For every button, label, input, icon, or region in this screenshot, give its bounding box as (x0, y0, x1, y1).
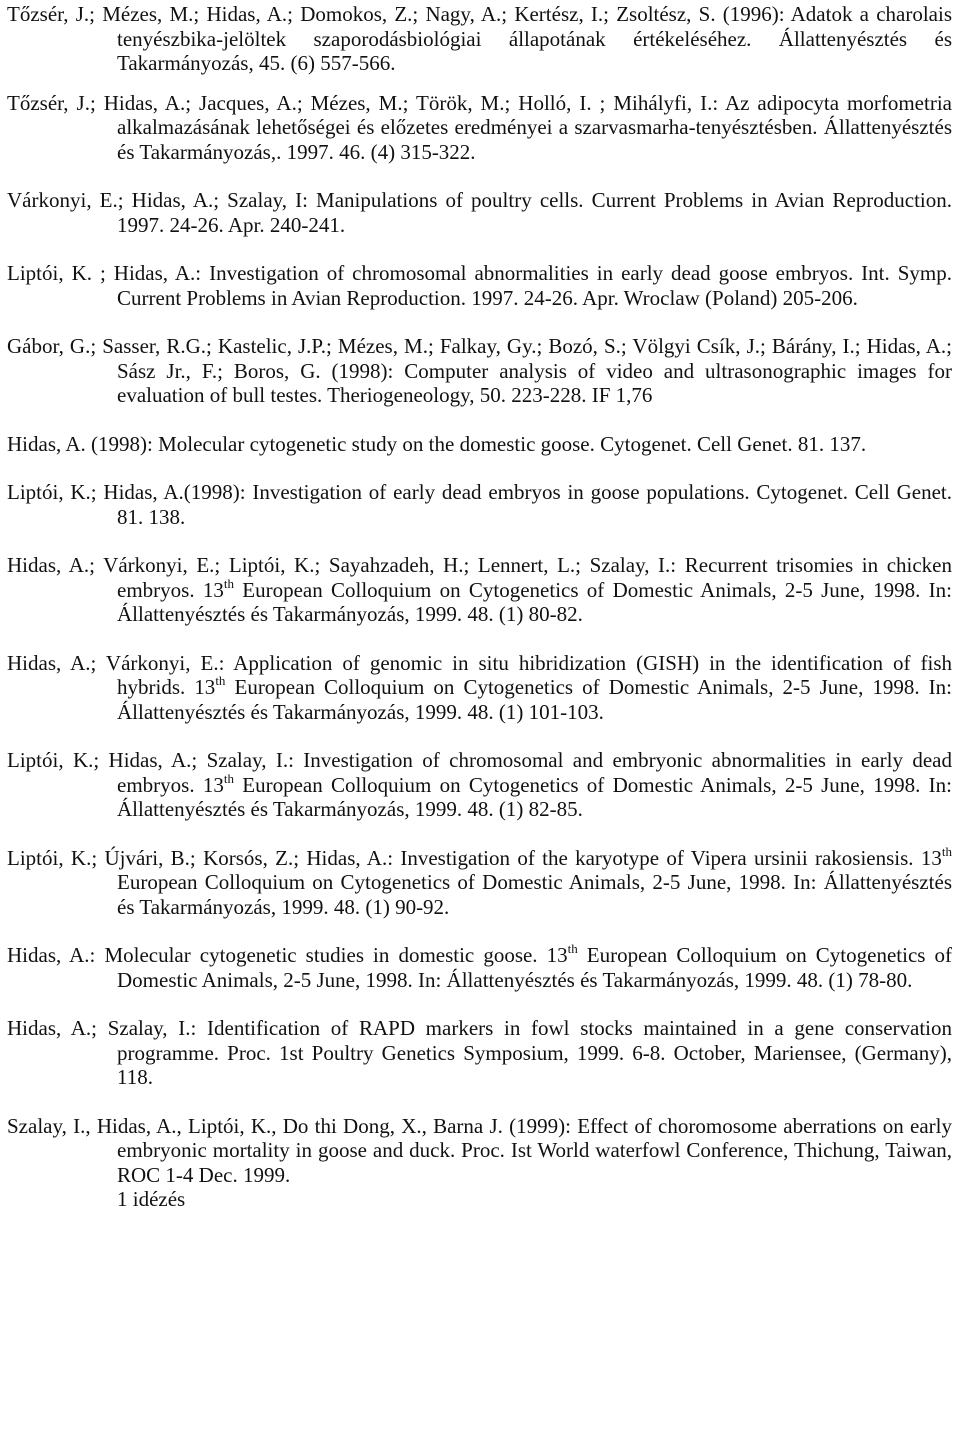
reference-text: Tőzsér, J.; Mézes, M.; Hidas, A.; Domokos, Z.; Nagy, A.; Kertész, I.; Zsoltész, S. (1996): Adatok a charolais tenyészbika-jelöltek szaporodásbiológiai állapotának értékeléséhez. Állattenyésztés és Takarmányozás, 45. (6) 557-566. (7, 2, 952, 75)
reference-text: Gábor, G.; Sasser, R.G.; Kastelic, J.P.; Mézes, M.; Falkay, Gy.; Bozó, S.; Völgyi Csík, J.; Bárány, I.; Hidas, A.; Sász Jr., F.; Boros, G. (1998): Computer analysis of video and ultrasonographic images for evaluation of bull testes. Theriogeneology, 50. 223-228. IF 1,76 (7, 334, 952, 407)
ordinal-suffix: th (223, 770, 234, 786)
reference-text: Liptói, K.; Hidas, A.(1998): Investigation of early dead embryos in goose populations. Cytogenet. Cell Genet. 81. 138. (7, 480, 952, 529)
reference-text-after: European Colloquium on Cytogenetics of Domestic Animals, 2-5 June, 1998. In: Állattenyésztés és Takarmányozás, 1999. 48. (1) 101-103. (117, 675, 953, 724)
reference-entry-9 (7, 651, 952, 725)
reference-text-after: European Colloquium on Cytogenetics of Domestic Animals, 2-5 June, 1998. In: Állattenyésztés és Takarmányozás, 1999. 48. (1) 82-85. (117, 772, 953, 821)
ordinal-suffix: th (567, 941, 578, 956)
reference-text: Szalay, I., Hidas, A., Liptói, K., Do thi Dong, X., Barna J. (1999): Effect of choromosome aberrations on early embryonic mortality in goose and duck. Proc. Ist World waterfowl Conference, Thichung, Taiwan, ROC 1-4 Dec. 1999. (7, 1113, 952, 1187)
reference-entry-5 (7, 334, 952, 408)
ordinal-suffix: th (215, 673, 226, 688)
reference-entry-10 (7, 748, 952, 822)
reference-entry-3 (7, 188, 952, 237)
reference-text: Várkonyi, E.; Hidas, A.; Szalay, I: Manipulations of poultry cells. Current Problems in Avian Reproduction. 1997. 24-26. Apr. 240-241. (7, 188, 952, 237)
reference-entry-7 (7, 480, 952, 529)
reference-text: Hidas, A.; Szalay, I.: Identification of RAPD markers in fowl stocks maintained in a gene conservation programme. Proc. 1st Poultry Genetics Symposium, 1999. 6-8. October, Mariensee, (Germany), 118. (7, 1016, 952, 1089)
reference-text-before: Liptói, K.; Hidas, A.; Szalay, I.: Investigation of chromosomal and embryonic abnormalities in early dead embryos. 13 (7, 748, 952, 797)
reference-entry-2 (7, 91, 952, 165)
reference-entry-14 (7, 1114, 952, 1212)
reference-entry-13 (7, 1016, 952, 1090)
reference-text-before: Hidas, A.: Molecular cytogenetic studies in domestic goose. 13 (7, 943, 568, 967)
reference-text: Tőzsér, J.; Hidas, A.; Jacques, A.; Mézes, M.; Török, M.; Holló, I. ; Mihályfi, I.: Az adipocyta morfometria alkalmazásának lehetőségei és előzetes eredményei a szarvasmarha-tenyésztésben. Állattenyésztés és Takarmányozás,. 1997. 46. (4) 315-322. (7, 90, 952, 164)
reference-text-after: European Colloquium on Cytogenetics of Domestic Animals, 2-5 June, 1998. In: Állattenyésztés és Takarmányozás, 1999. 48. (1) 90-92. (117, 870, 952, 919)
reference-text-before: Hidas, A.; Várkonyi, E.; Liptói, K.; Sayahzadeh, H.; Lennert, L.; Szalay, I.: Recurrent trisomies in chicken embryos. 13 (7, 553, 952, 602)
reference-text: Hidas, A. (1998): Molecular cytogenetic study on the domestic goose. Cytogenet. Cell Genet. 81. 137. (7, 431, 867, 456)
citation-count-note: 1 idézés (117, 1187, 186, 1211)
reference-text-before: Liptói, K.; Újvári, B.; Korsós, Z.; Hidas, A.: Investigation of the karyotype of Vipera ursinii rakosiensis. 13 (7, 845, 942, 870)
reference-entry-4 (7, 261, 952, 310)
reference-text-after: European Colloquium on Cytogenetics of Domestic Animals, 2-5 June, 1998. In: Állattenyésztés és Takarmányozás, 1999. 48. (1) 80-82. (117, 577, 953, 626)
reference-entry-1 (7, 2, 952, 76)
ordinal-suffix: th (223, 575, 234, 591)
ordinal-suffix: th (941, 843, 952, 859)
reference-entry-11 (7, 843, 952, 920)
reference-entry-6 (7, 432, 952, 457)
reference-text-before: Hidas, A.; Várkonyi, E.: Application of genomic in situ hibridization (GISH) in the identification of fish hybrids. 13 (7, 650, 952, 699)
reference-text: Liptói, K. ; Hidas, A.: Investigation of chromosomal abnormalities in early dead goose embryos. Int. Symp. Current Problems in Avian Reproduction. 1997. 24-26. Apr. Wroclaw (Poland) 205-206. (7, 261, 952, 310)
reference-entry-12 (7, 943, 952, 992)
reference-entry-8 (7, 553, 952, 627)
reference-text-after: European Colloquium on Cytogenetics of Domestic Animals, 2-5 June, 1998. In: Állattenyésztés és Takarmányozás, 1999. 48. (1) 78-80. (117, 943, 952, 992)
